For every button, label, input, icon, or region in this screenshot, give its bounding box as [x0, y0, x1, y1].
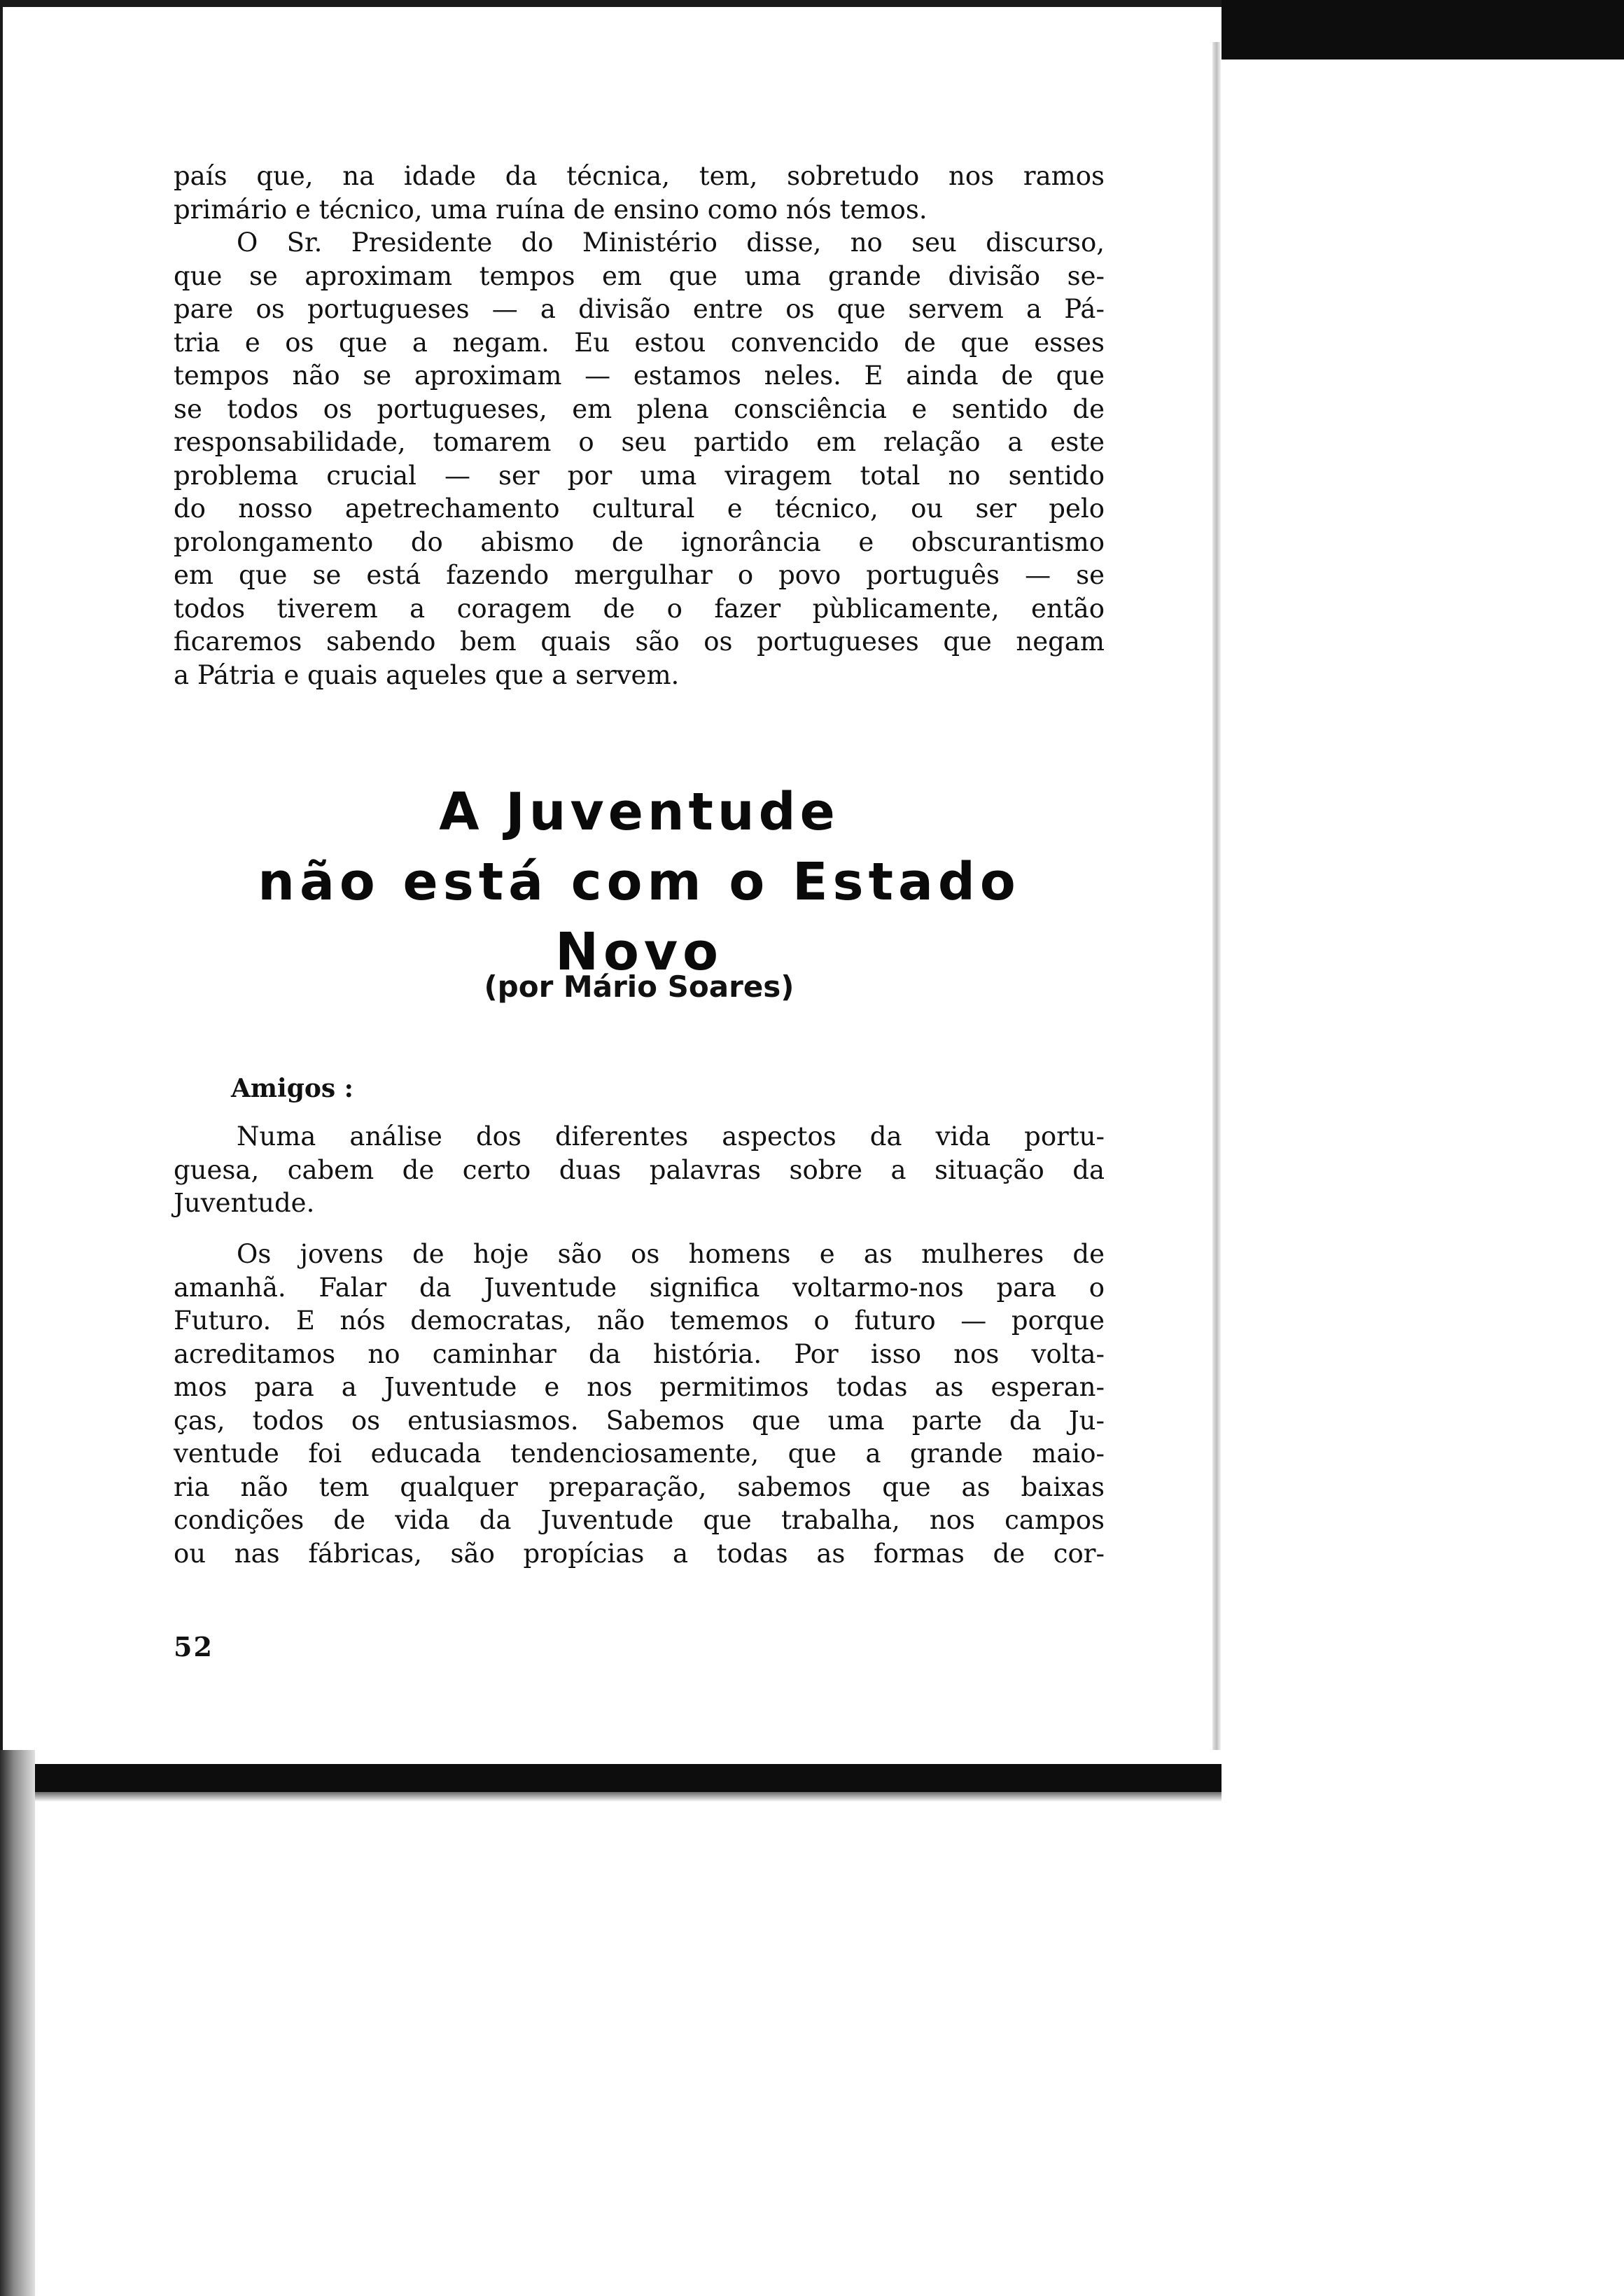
text-line: guesa, cabem de certo duas palavras sobre a situação da [174, 1154, 1105, 1185]
scan-bottom-border [0, 1764, 1222, 1792]
text-line: todos tiverem a coragem de o fazer pùblicamente, então [174, 593, 1105, 624]
body-paragraph-2 [174, 1238, 1105, 1570]
scan-left-border [0, 7, 3, 1757]
page-number: 52 [174, 1631, 214, 1662]
text-line: ficaremos sabendo bem quais são os portugueses que negam [174, 626, 1105, 657]
text-line: amanhã. Falar da Juventude significa voltarmo-nos para o [174, 1272, 1105, 1303]
body-paragraph-1 [174, 1120, 1105, 1220]
scan-dark-corner [1222, 0, 1624, 59]
text-line: se todos os portugueses, em plena consciência e sentido de [174, 393, 1105, 424]
text-line: ventude foi educada tendenciosamente, que a grande maio- [174, 1438, 1105, 1469]
text-line: tria e os que a negam. Eu estou convencido de que esses [174, 327, 1105, 358]
article-title-line-1: A Juventude [439, 782, 839, 842]
intro-continuation-text [174, 160, 1105, 692]
text-line: que se aproximam tempos em que uma grande divisão se- [174, 260, 1105, 291]
text-line: Os jovens de hoje são os homens e as mulheres de [237, 1239, 1105, 1269]
text-line: pare os portugueses — a divisão entre os que servem a Pá- [174, 294, 1105, 324]
text-line: acreditamos no caminhar da história. Por isso nos volta- [174, 1338, 1105, 1369]
text-line: mos para a Juventude e nos permitimos todas as esperan- [174, 1372, 1105, 1402]
text-line: país que, na idade da técnica, tem, sobretudo nos ramos [174, 161, 1105, 191]
text-line: Futuro. E nós democratas, não tememos o futuro — porque [174, 1306, 1105, 1336]
text-line: responsabilidade, tomarem o seu partido em relação a este [174, 427, 1105, 457]
text-line: ças, todos os entusiasmos. Sabemos que uma parte da Ju- [174, 1405, 1105, 1436]
text-line: em que se está fazendo mergulhar o povo português — se [174, 560, 1105, 590]
text-line: ou nas fábricas, são propícias a todas as formas de cor- [174, 1538, 1105, 1569]
text-line: tempos não se aproximam — estamos neles. E ainda de que [174, 360, 1105, 391]
text-line: ria não tem qualquer preparação, sabemos que as baixas [174, 1471, 1105, 1502]
text-line: prolongamento do abismo de ignorância e obscurantismo [174, 526, 1105, 557]
scan-left-shadow [0, 1750, 35, 2296]
article-byline: (por Mário Soares) [484, 969, 794, 1004]
text-line: condições de vida da Juventude que trabalha, nos campos [174, 1505, 1105, 1535]
text-line: primário e técnico, uma ruína de ensino como nós temos. [174, 194, 927, 225]
page-fold-edge [1212, 42, 1221, 1750]
salutation: Amigos : [231, 1074, 354, 1103]
text-line: Numa análise dos diferentes aspectos da vida portu- [237, 1121, 1105, 1152]
text-line: a Pátria e quais aqueles que a servem. [174, 659, 680, 690]
text-line: O Sr. Presidente do Ministério disse, no seu discurso, [237, 227, 1105, 258]
article-title-line-2: não está com o Estado Novo [258, 852, 1021, 982]
scan-bottom-shadow [0, 1792, 1222, 1802]
text-line: do nosso apetrechamento cultural e técnico, ou ser pelo [174, 493, 1105, 524]
text-line: Juventude. [174, 1188, 315, 1218]
text-line: problema crucial — ser por uma viragem total no sentido [174, 460, 1105, 491]
